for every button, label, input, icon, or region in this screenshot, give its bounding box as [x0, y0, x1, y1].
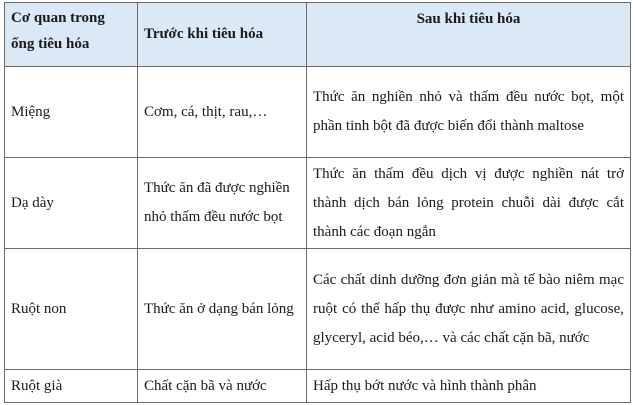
table-row: [5, 370, 631, 403]
header-organ: Cơ quan trong ống tiêu hóa: [5, 3, 138, 67]
after-cell: Hấp thụ bớt nước và hình thành phân: [307, 370, 631, 403]
before-cell: Thức ăn ở dạng bán lỏng: [138, 249, 307, 370]
organ-cell: Ruột già: [5, 370, 138, 403]
header-row: [5, 3, 631, 67]
before-cell: Chất cặn bã và nước: [138, 370, 307, 403]
table-row: [5, 158, 631, 249]
header-after: Sau khi tiêu hóa: [307, 3, 631, 67]
header-before: Trước khi tiêu hóa: [138, 3, 307, 67]
after-cell: Thức ăn nghiền nhỏ và thấm đều nước bọt, một phần tinh bột đã được biến đổi thành maltose: [307, 67, 631, 158]
table-row: [5, 249, 631, 370]
organ-cell: Ruột non: [5, 249, 138, 370]
after-cell: Các chất dinh dưỡng đơn giản mà tế bào niêm mạc ruột có thể hấp thụ được như amino acid, glucose, glyceryl, acid béo,… và các chất cặn bã, nước: [307, 249, 631, 370]
before-cell: Cơm, cá, thịt, rau,…: [138, 67, 307, 158]
digestion-table: [4, 2, 631, 403]
before-cell: Thức ăn đã được nghiền nhỏ thấm đều nước bọt: [138, 158, 307, 249]
organ-cell: Miệng: [5, 67, 138, 158]
organ-cell: Dạ dày: [5, 158, 138, 249]
table-row: [5, 67, 631, 158]
after-cell: Thức ăn thấm đều dịch vị được nghiền nát trở thành dịch bán lỏng protein chuỗi dài được cắt thành các đoạn ngắn: [307, 158, 631, 249]
